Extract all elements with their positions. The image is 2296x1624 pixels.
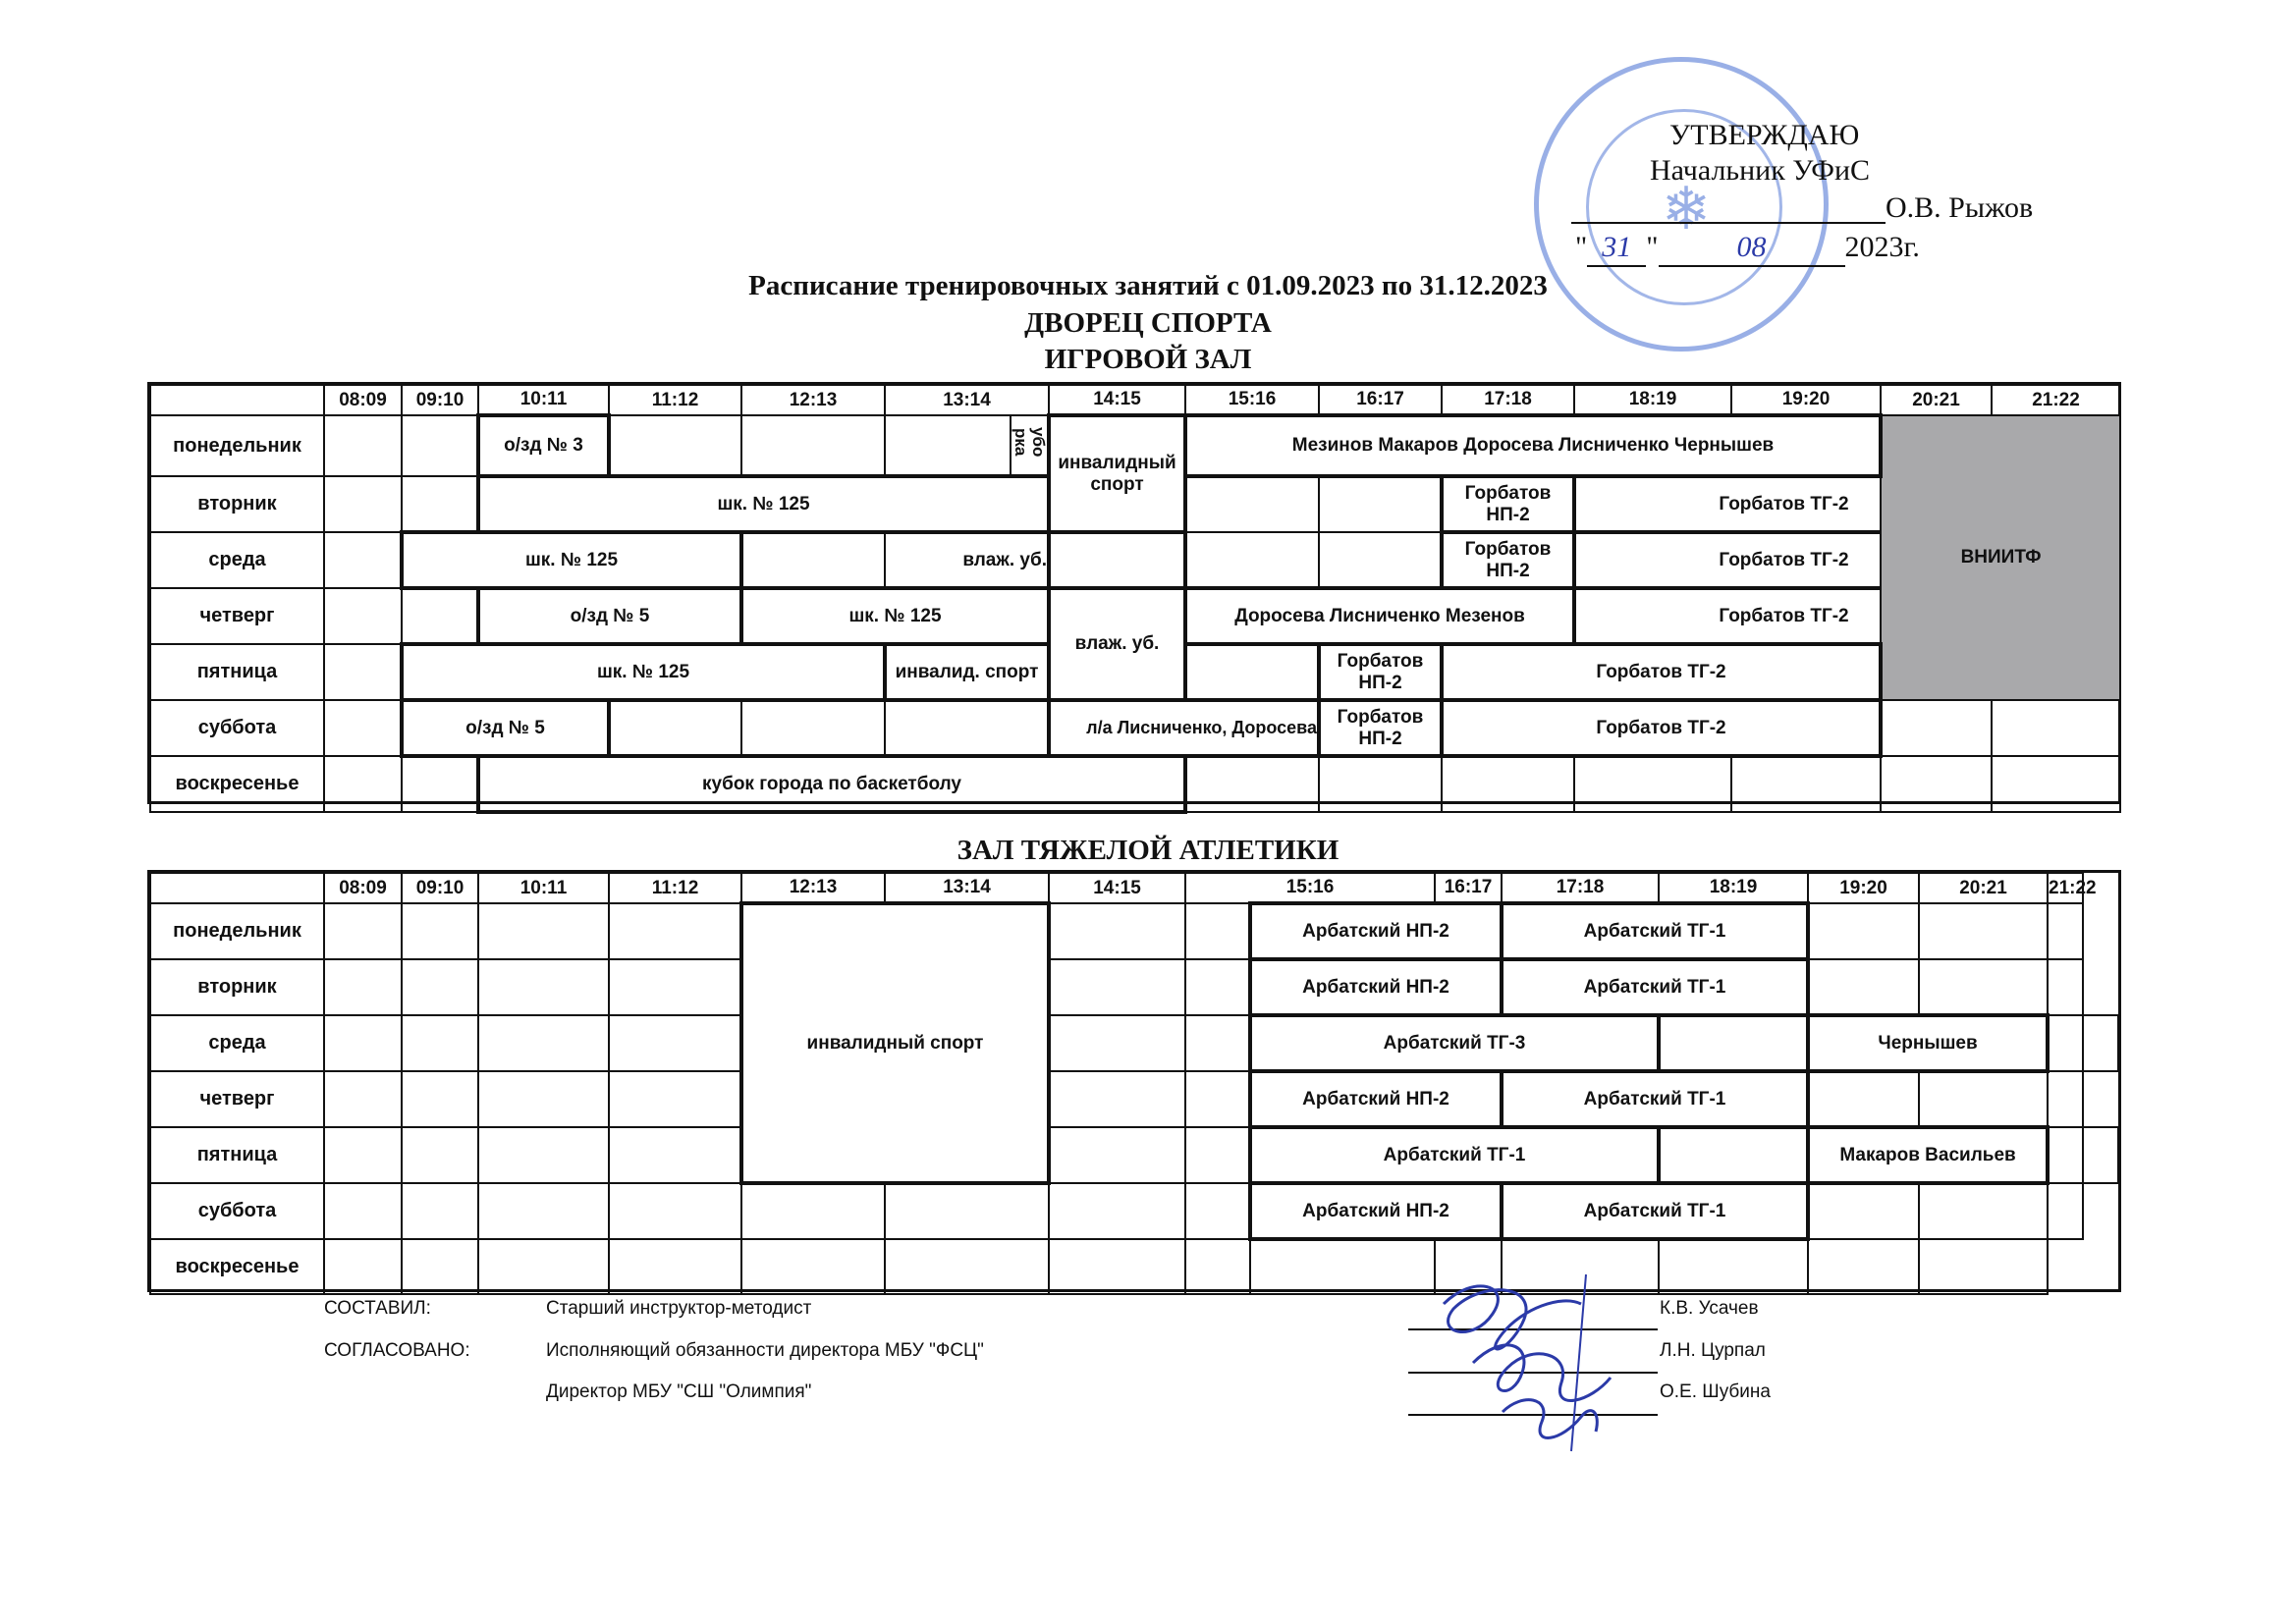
time-header: 13:14 (885, 873, 1049, 903)
hall1-table (149, 384, 2121, 814)
time-header: 14:15 (1049, 385, 1185, 415)
hall2-row-tuesday (150, 959, 2118, 1015)
header-corner (150, 385, 324, 415)
session-cell: Мезинов Макаров Доросева Лисниченко Чернышев (1185, 415, 1881, 476)
session-cell: Чернышев (1808, 1015, 2048, 1071)
session-cell: Арбатский НП-2 (1250, 1071, 1502, 1127)
empty-cell (1049, 1015, 1185, 1071)
day-label: воскресенье (150, 756, 324, 812)
day-label: понедельник (150, 415, 324, 476)
empty-cell (402, 588, 478, 644)
hall1-row-sunday (150, 756, 2120, 812)
empty-cell (1185, 959, 1250, 1015)
session-cell: Арбатский ТГ-1 (1250, 1127, 1659, 1183)
empty-cell (1808, 1183, 1919, 1239)
time-header: 08:09 (324, 873, 402, 903)
session-cell: Арбатский ТГ-1 (1502, 959, 1808, 1015)
session-cell: Арбатский НП-2 (1250, 959, 1502, 1015)
empty-cell (402, 1239, 478, 1294)
session-cell: Арбатский ТГ-1 (1502, 1071, 1808, 1127)
hall2-row-saturday (150, 1183, 2118, 1239)
session-cell: инвалид. спорт (885, 644, 1049, 700)
empty-cell (324, 532, 402, 588)
empty-cell (402, 415, 478, 476)
empty-cell (2048, 1183, 2083, 1239)
session-cell: Горбатов ТГ-2 (1442, 700, 1881, 756)
empty-cell (1250, 1239, 1435, 1294)
hall2-row-sunday (150, 1239, 2118, 1294)
empty-cell (478, 1071, 609, 1127)
empty-cell (402, 903, 478, 959)
session-cell: влаж. уб. (1049, 588, 1185, 700)
session-cell: Горбатов ТГ-2 (1442, 644, 1881, 700)
session-cell: Горбатов ТГ-2 (1574, 588, 1992, 644)
empty-cell (1185, 1183, 1250, 1239)
day-label: пятница (150, 1127, 324, 1183)
empty-cell (324, 1071, 402, 1127)
empty-cell (885, 1239, 1049, 1294)
approval-line2: Начальник УФиС (1650, 154, 1871, 187)
empty-cell (609, 1127, 741, 1183)
empty-cell (1049, 959, 1185, 1015)
empty-cell (609, 1071, 741, 1127)
empty-cell (741, 1183, 885, 1239)
empty-cell (324, 415, 402, 476)
handwritten-signature-icon (1414, 1265, 1650, 1461)
approval-sign-line (1571, 222, 1886, 224)
venue-title: ДВОРЕЦ СПОРТА (1024, 307, 1272, 339)
empty-cell (1319, 532, 1442, 588)
empty-cell (1659, 1015, 1808, 1071)
session-cell: Арбатский ТГ-1 (1502, 1183, 1808, 1239)
empty-cell (1319, 756, 1442, 812)
day-label: среда (150, 1015, 324, 1071)
approval-date (1575, 230, 1920, 267)
time-header: 18:19 (1659, 873, 1808, 903)
session-cell: Горбатов ТГ-2 (1574, 476, 1992, 532)
empty-cell (402, 1071, 478, 1127)
time-header: 20:21 (1881, 385, 1992, 415)
session-cell: влаж. уб. (885, 532, 1049, 588)
empty-cell (609, 415, 741, 476)
agreed-role2: Директор МБУ "СШ "Олимпия" (546, 1381, 812, 1402)
session-cell: шк. № 125 (478, 476, 1049, 532)
session-cell: Доросева Лисниченко Мезенов (1185, 588, 1574, 644)
empty-cell (1185, 644, 1319, 700)
session-cell: Горбатов ТГ-2 (1574, 532, 1992, 588)
empty-cell (609, 700, 741, 756)
empty-cell (2083, 1015, 2118, 1071)
hall1-title: ИГРОВОЙ ЗАЛ (1044, 344, 1252, 375)
empty-cell (609, 903, 741, 959)
hall2-row-thursday (150, 1071, 2118, 1127)
signatory-name-3: О.Е. Шубина (1660, 1381, 1771, 1402)
session-cell: Горбатов НП-2 (1442, 476, 1574, 532)
empty-cell (1919, 1071, 2048, 1127)
session-cell-shaded: ВНИИТФ (1881, 415, 2120, 700)
time-header: 19:20 (1808, 873, 1919, 903)
hall2-table (149, 872, 2119, 1295)
session-cell: Макаров Васильев (1808, 1127, 2048, 1183)
session-cell: шк. № 125 (741, 588, 1049, 644)
session-cell: Горбатов НП-2 (1319, 700, 1442, 756)
signatory-name-1: К.В. Усачев (1660, 1298, 1759, 1319)
time-header: 16:17 (1319, 385, 1442, 415)
session-cell: о/зд № 5 (402, 700, 609, 756)
empty-cell (1185, 1015, 1250, 1071)
empty-cell (609, 1015, 741, 1071)
session-cell: Арбатский ТГ-1 (1502, 903, 1808, 959)
date-month: 08 (1659, 230, 1845, 267)
empty-cell (1049, 1183, 1185, 1239)
day-label: суббота (150, 700, 324, 756)
session-cell: инвалидный спорт (741, 903, 1049, 1183)
agreed-label: СОГЛАСОВАНО: (324, 1340, 470, 1361)
session-cell-vertical: убо рка (1011, 427, 1048, 458)
empty-cell (2083, 1127, 2118, 1183)
composed-role: Старший инструктор-методист (546, 1298, 812, 1319)
hall1-header-row (150, 385, 2120, 415)
empty-cell (1049, 1071, 1185, 1127)
empty-cell (1659, 1127, 1808, 1183)
time-header: 11:12 (609, 385, 741, 415)
empty-cell (1442, 756, 1574, 812)
stamp-seal-icon: ❄ (1534, 57, 1829, 352)
empty-cell (402, 476, 478, 532)
hall2-row-wednesday (150, 1015, 2118, 1071)
empty-cell (402, 1127, 478, 1183)
time-header: 10:11 (478, 873, 609, 903)
composed-label: СОСТАВИЛ: (324, 1298, 431, 1319)
hall2-row-friday (150, 1127, 2118, 1183)
session-cell-continued (1049, 532, 1185, 588)
empty-cell (1808, 959, 1919, 1015)
empty-cell (609, 1239, 741, 1294)
empty-cell (1049, 1127, 1185, 1183)
session-cell: Арбатский НП-2 (1250, 1183, 1502, 1239)
schedule-title: Расписание тренировочных занятий с 01.09.2023 по 31.12.2023 (748, 270, 1548, 301)
hall2-header-row (150, 873, 2118, 903)
empty-cell (478, 1239, 609, 1294)
date-year: 2023г. (1844, 231, 1920, 263)
empty-cell (324, 700, 402, 756)
empty-cell (2048, 959, 2083, 1015)
empty-cell (1881, 700, 1992, 756)
session-cell: Горбатов НП-2 (1319, 644, 1442, 700)
empty-cell (1919, 1183, 2048, 1239)
empty-cell (2048, 1015, 2083, 1071)
day-label: четверг (150, 1071, 324, 1127)
empty-cell (1185, 1071, 1250, 1127)
empty-cell (1574, 756, 1731, 812)
time-header: 12:13 (741, 873, 885, 903)
empty-cell (478, 959, 609, 1015)
empty-cell (1808, 903, 1919, 959)
empty-cell (324, 644, 402, 700)
approval-line1: УТВЕРЖДАЮ (1669, 119, 1860, 151)
empty-cell (324, 903, 402, 959)
session-cell: Арбатский ТГ-3 (1250, 1015, 1659, 1071)
empty-cell (402, 1183, 478, 1239)
time-header: 12:13 (741, 385, 885, 415)
empty-cell (1808, 1071, 1919, 1127)
time-header: 09:10 (402, 385, 478, 415)
session-cell (885, 415, 1049, 476)
time-header: 18:19 (1574, 385, 1731, 415)
session-cell: шк. № 125 (402, 644, 885, 700)
empty-cell (478, 1183, 609, 1239)
empty-cell (1049, 1239, 1185, 1294)
session-cell: о/зд № 3 (478, 415, 609, 476)
empty-cell (885, 700, 1049, 756)
session-cell: л/а Лисниченко, Доросева (1049, 700, 1319, 756)
empty-cell (2048, 903, 2083, 959)
empty-cell (324, 1183, 402, 1239)
time-header: 08:09 (324, 385, 402, 415)
header-corner (150, 873, 324, 903)
empty-cell (1992, 756, 2120, 812)
empty-cell (1659, 1239, 1808, 1294)
empty-cell (1185, 756, 1319, 812)
time-header: 21:22 (1992, 385, 2120, 415)
empty-cell (1319, 476, 1442, 532)
empty-cell (1992, 700, 2120, 756)
hall2-title: ЗАЛ ТЯЖЕЛОЙ АТЛЕТИКИ (957, 835, 1339, 866)
empty-cell (741, 532, 885, 588)
day-label: пятница (150, 644, 324, 700)
date-day: 31 (1587, 230, 1646, 267)
time-header: 13:14 (885, 385, 1049, 415)
time-header: 15:16 (1185, 385, 1319, 415)
time-header: 17:18 (1442, 385, 1574, 415)
empty-cell (1881, 756, 1992, 812)
empty-cell (1919, 959, 2048, 1015)
time-header: 15:16 (1185, 873, 1435, 903)
session-cell: инвалидный спорт (1049, 415, 1185, 532)
date-quote-close: " (1646, 231, 1659, 263)
empty-cell (324, 756, 402, 812)
day-label: среда (150, 532, 324, 588)
day-label: воскресенье (150, 1239, 324, 1294)
day-label: понедельник (150, 903, 324, 959)
empty-cell (609, 959, 741, 1015)
hall1-row-saturday (150, 700, 2120, 756)
session-cell: Арбатский НП-2 (1250, 903, 1502, 959)
empty-cell (402, 959, 478, 1015)
empty-cell (324, 1239, 402, 1294)
session-cell: шк. № 125 (402, 532, 741, 588)
empty-cell (324, 1015, 402, 1071)
signatory-name-2: Л.Н. Цурпал (1660, 1340, 1766, 1361)
time-header: 10:11 (478, 385, 609, 415)
day-label: вторник (150, 476, 324, 532)
empty-cell (1919, 903, 2048, 959)
empty-cell (1731, 756, 1881, 812)
empty-cell (324, 1127, 402, 1183)
empty-cell (609, 1183, 741, 1239)
empty-cell (478, 1015, 609, 1071)
time-header: 14:15 (1049, 873, 1185, 903)
time-header: 11:12 (609, 873, 741, 903)
empty-cell (402, 756, 478, 812)
hall1-row-monday (150, 415, 2120, 476)
day-label: суббота (150, 1183, 324, 1239)
empty-cell (1049, 903, 1185, 959)
empty-cell (1185, 1127, 1250, 1183)
empty-cell (885, 1183, 1049, 1239)
session-cell: о/зд № 5 (478, 588, 741, 644)
empty-cell (1185, 903, 1250, 959)
hall1-row-wednesday (150, 532, 2120, 588)
empty-cell (402, 1015, 478, 1071)
empty-cell (1808, 1239, 1919, 1294)
empty-cell (1185, 476, 1319, 532)
day-label: четверг (150, 588, 324, 644)
time-header: 17:18 (1502, 873, 1659, 903)
empty-cell (741, 415, 885, 476)
empty-cell (324, 476, 402, 532)
empty-cell (741, 1239, 885, 1294)
time-header: 21:22 (2048, 873, 2083, 903)
hall1-row-thursday (150, 588, 2120, 644)
empty-cell (2048, 1071, 2083, 1127)
empty-cell (741, 700, 885, 756)
day-label: вторник (150, 959, 324, 1015)
empty-cell (1185, 532, 1319, 588)
empty-cell (886, 416, 1011, 474)
empty-cell (2048, 1127, 2083, 1183)
empty-cell (478, 903, 609, 959)
time-header: 09:10 (402, 873, 478, 903)
agreed-role1: Исполняющий обязанности директора МБУ "ФСЦ" (546, 1340, 984, 1361)
session-cell: кубок города по баскетболу (478, 756, 1185, 812)
empty-cell (324, 588, 402, 644)
time-header: 16:17 (1435, 873, 1502, 903)
empty-cell (478, 1127, 609, 1183)
date-quote-open: " (1575, 231, 1588, 263)
time-header: 19:20 (1731, 385, 1881, 415)
time-header: 20:21 (1919, 873, 2048, 903)
approval-line3: О.В. Рыжов (1886, 191, 2034, 224)
empty-cell (1185, 1239, 1250, 1294)
hall2-row-monday (150, 903, 2118, 959)
empty-cell (1919, 1239, 2048, 1294)
session-cell: Горбатов НП-2 (1442, 532, 1574, 588)
empty-cell (324, 959, 402, 1015)
